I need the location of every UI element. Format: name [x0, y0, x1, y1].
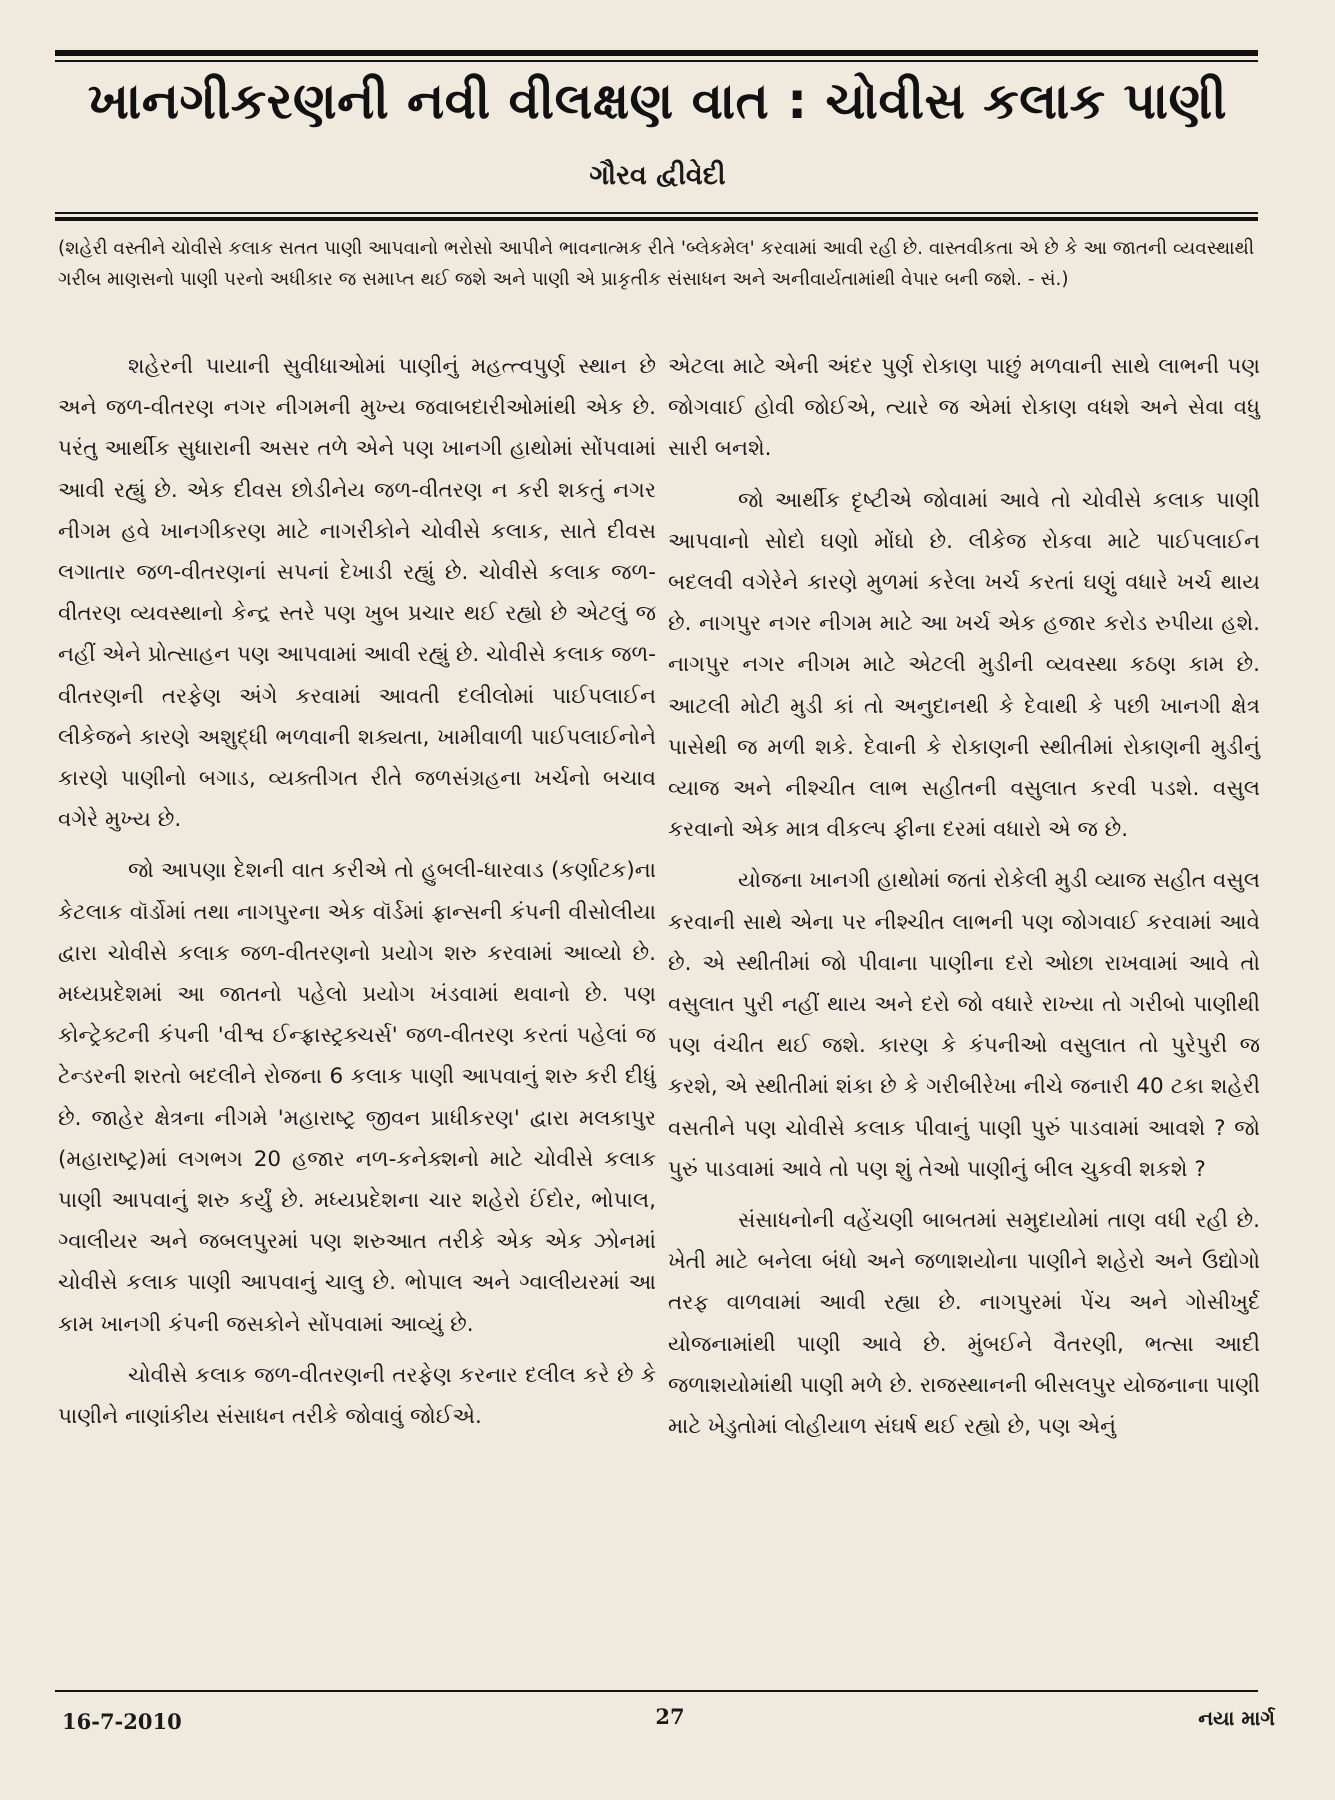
paragraph: એટલા માટે એની અંદર પુર્ણ રોકાણ પાછું મળવાની સાથે લાભની પણ જોગવાઈ હોવી જોઈએ, ત્યારે જ એમાં રોકાણ વધશે અને સેવા વધુ સારી બનશે.	[668, 354, 1260, 462]
top-rule-thick	[55, 50, 1258, 56]
left-column	[58, 346, 656, 1447]
paragraph: શહેરની પાયાની સુવીધાઓમાં પાણીનું મહત્ત્વપુર્ણ સ્થાન છે અને જળ-વીતરણ નગર નીગમની મુખ્ય જવાબદારીઓમાંથી એક છે. પરંતુ આર્થીક સુધારાની અસર તળે એને પણ ખાનગી હાથોમાં સોંપવામાં આવી રહ્યું છે. એક દીવસ છોડીનેય જળ-વીતરણ ન કરી શકતું નગર નીગમ હવે ખાનગીકરણ માટે નાગરીકોને ચોવીસે કલાક, સાતે દીવસ લગાતાર જળ-વીતરણનાં સપનાં દેખાડી રહ્યું છે. ચોવીસે કલાક જળ-વીતરણ વ્યવસ્થાનો કેન્દ્ર સ્તરે પણ ખુબ પ્રચાર થઈ રહ્યો છે એટલું જ નહીં એને પ્રોત્સાહન પણ આપવામાં આવી રહ્યું છે. ચોવીસે કલાક જળ-વીતરણની તરફેણ અંગે કરવામાં આવતી દલીલોમાં પાઈપલાઈન લીકેજને કારણે અશુદ્ધી ભળવાની શક્યતા, ખામીવાળી પાઈપલાઈનોને કારણે પાણીનો બગાડ, વ્યક્તીગત રીતે જળસંગ્રહના ખર્ચનો બચાવ વગેરે મુખ્ય છે.	[58, 354, 656, 833]
header-rule-thick	[55, 217, 1258, 221]
header-rule-thin	[55, 212, 1258, 214]
article-intro: (શહેરી વસ્તીને ચોવીસે કલાક સતત પાણી આપવાનો ભરોસો આપીને ભાવનાત્મક રીતે 'બ્લેકમેલ' કરવામાં આવી રહી છે. વાસ્તવીકતા એ છે કે આ જાતની વ્યવસ્થાથી ગરીબ માણસનો પાણી પરનો અધીકાર જ સમાપ્ત થઈ જશે અને પાણી એ પ્રાકૃતીક સંસાધન અને અનીવાર્યતામાંથી વેપાર બની જશે. - સં.)	[58, 238, 1255, 290]
article-title: ખાનગીકરણની નવી વીલક્ષણ વાત : ચોવીસ કલાક પાણી	[87, 72, 1228, 130]
footer-rule	[55, 1690, 1258, 1692]
paragraph: યોજના ખાનગી હાથોમાં જતાં રોકેલી મુડી વ્યાજ સહીત વસુલ કરવાની સાથે એના પર નીશ્ચીત લાભની પણ જોગવાઈ કરવામાં આવે છે. એ સ્થીતીમાં જો પીવાના પાણીના દરો ઓછા રાખવામાં આવે તો વસુલાત પુરી નહીં થાય અને દરો જો વધારે રાખ્યા તો ગરીબો પાણીથી પણ વંચીત થઈ જશે. કારણ કે કંપનીઓ વસુલાત તો પુરેપુરી જ કરશે, એ સ્થીતીમાં શંકા છે કે ગરીબીરેખા નીચે જનારી 40 ટકા શહેરી વસતીને પણ ચોવીસે કલાક પીવાનું પાણી પુરું પાડવામાં આવશે ? જો પુરું પાડવામાં આવે તો પણ શું તેઓ પાણીનું બીલ ચુકવી શકશે ?	[668, 868, 1260, 1182]
page-number: 27	[655, 1704, 685, 1729]
paragraph: ચોવીસે કલાક જળ-વીતરણની તરફેણ કરનાર દલીલ કરે છે કે પાણીને નાણાંકીય સંસાધન તરીકે જોવાવું જોઈએ.	[58, 1362, 656, 1430]
top-rule-thin	[55, 60, 1258, 62]
magazine-name: નયા માર્ગ	[1198, 1706, 1275, 1730]
issue-date: 16-7-2010	[62, 1709, 182, 1734]
paragraph: જો આપણા દેશની વાત કરીએ તો હુબલી-ધારવાડ (કર્ણાટક)ના કેટલાક વૉર્ડોમાં તથા નાગપુરના એક વૉર્ડમાં ફ્રાન્સની કંપની વીસોલીયા દ્વારા ચોવીસે કલાક જળ-વીતરણનો પ્રયોગ શરુ કરવામાં આવ્યો છે. મધ્યપ્રદેશમાં આ જાતનો પહેલો પ્રયોગ ખંડવામાં થવાનો છે. પણ કોન્ટ્રેક્ટની કંપની 'વીશ્વ ઈન્ફ્રાસ્ટ્રક્ચર્સ' જળ-વીતરણ કરતાં પહેલાં જ ટેન્ડરની શરતો બદલીને રોજના 6 કલાક પાણી આપવાનું શરુ કરી દીધું છે. જાહેર ક્ષેત્રના નીગમે 'મહારાષ્ટ્ર જીવન પ્રાધીકરણ' દ્વારા મલકાપુર (મહારાષ્ટ્ર)માં લગભગ 20 હજાર નળ-કનેક્શનો માટે ચોવીસે કલાક પાણી આપવાનું શરુ કર્યું છે. મધ્યપ્રદેશના ચાર શહેરો ઈંદોર, ભોપાલ, ગ્વાલીયર અને જબલપુરમાં પણ શરુઆત તરીકે એક એક ઝોનમાં ચોવીસે કલાક પાણી આપવાનું ચાલુ છે. ભોપાલ અને ગ્વાલીયરમાં આ કામ ખાનગી કંપની જસકોને સોંપવામાં આવ્યું છે.	[58, 858, 656, 1337]
article-author: ગૌરવ દ્વીવેદી	[589, 160, 726, 191]
paragraph: જો આર્થીક દૃષ્ટીએ જોવામાં આવે તો ચોવીસે કલાક પાણી આપવાનો સોદો ઘણો મોંઘો છે. લીકેજ રોકવા માટે પાઈપલાઈન બદલવી વગેરેને કારણે મુળમાં કરેલા ખર્ચ કરતાં ઘણું વધારે ખર્ચ થાય છે. નાગપુર નગર નીગમ માટે આ ખર્ચ એક હજાર કરોડ રુપીયા હશે. નાગપુર નગર નીગમ માટે એટલી મુડીની વ્યવસ્થા કઠણ કામ છે. આટલી મોટી મુડી કાં તો અનુદાનથી કે દેવાથી કે પછી ખાનગી ક્ષેત્ર પાસેથી જ મળી શકે. દેવાની કે રોકાણની સ્થીતીમાં રોકાણની મુડીનું વ્યાજ અને નીશ્ચીત લાભ સહીતની વસુલાત કરવી પડશે. વસુલ કરવાનો એક માત્ર વીકલ્પ ફીના દરમાં વધારો એ જ છે.	[668, 487, 1260, 843]
right-column	[668, 346, 1260, 1457]
paragraph: સંસાધનોની વહેંચણી બાબતમાં સમુદાયોમાં તાણ વધી રહી છે. ખેતી માટે બનેલા બંધો અને જળાશયોના પાણીને શહેરો અને ઉદ્યોગો તરફ વાળવામાં આવી રહ્યા છે. નાગપુરમાં પેંચ અને ગોસીખુર્દ યોજનામાંથી પાણી આવે છે. મુંબઈને વૈતરણી, ભત્સા આદી જળાશયોમાંથી પાણી મળે છે. રાજસ્થાનની બીસલપુર યોજનાના પાણી માટે ખેડુતોમાં લોહીયાળ સંઘર્ષ થઈ રહ્યો છે, પણ એનું	[668, 1208, 1260, 1440]
